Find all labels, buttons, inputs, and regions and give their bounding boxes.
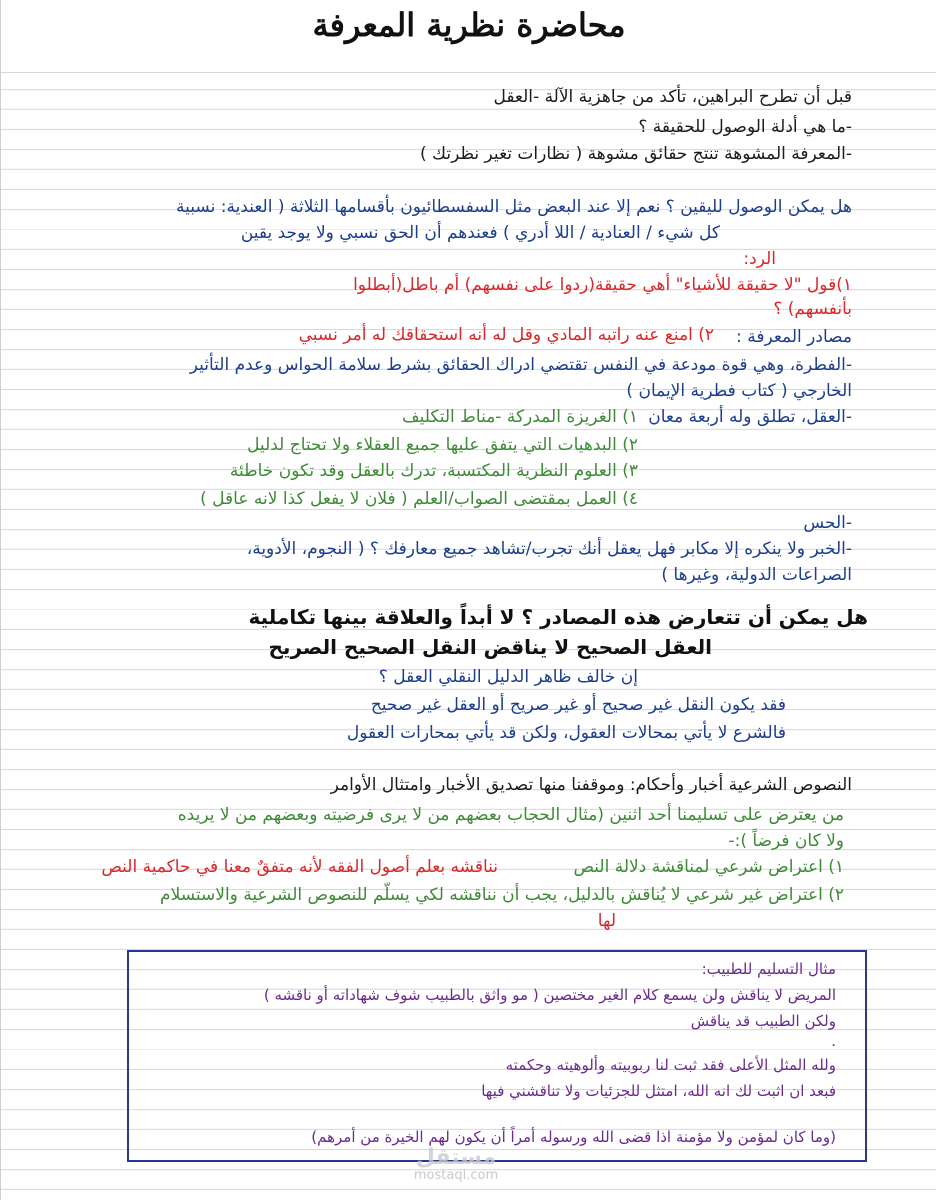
aql-label: -العقل، تطلق وله أربعة معان [648, 407, 852, 427]
conflict-question: هل يمكن أن تتعارض هذه المصادر ؟ لا أبداً والعلاقة بينها تكاملية [248, 605, 868, 629]
box-line-4: . [831, 1032, 836, 1050]
conflict-answer-2: فالشرع لا يأتي بمحالات العقول، ولكن قد يأتي بمحارات العقول [346, 723, 786, 743]
box-line-7: (وما كان لمؤمن ولا مؤمنة اذا قضى الله ورسوله أمراً أن يكون لهم الخيرة من أمرهم) [311, 1128, 836, 1146]
objection-item-1a: ١) اعتراض شرعي لمناقشة دلالة النص [573, 857, 844, 877]
box-line-6: فبعد ان اثبت لك انه الله، امتثل للجزئيات ولا تناقشني فيها [481, 1082, 836, 1100]
page-title: محاضرة نظرية المعرفة [312, 6, 626, 44]
reply-1a: ١)قول "لا حقيقة للأشياء" أهي حقيقة(ردوا على نفسهم) أم باطل(أبطلوا [353, 275, 852, 295]
objection-item-1b: نناقشه بعلم أصول الفقه لأنه متفقٌ معنا في حاكمية النص [101, 857, 498, 877]
objection-item-2a: ٢) اعتراض غير شرعي لا يُناقش بالدليل، يجب أن نناقشه لكي يسلّم للنصوص الشرعية والاستسلام [160, 885, 844, 905]
aql-item-1: ١) الغريزة المدركة -مناط التكليف [401, 407, 638, 427]
conflict-principle: العقل الصحيح لا يناقض النقل الصحيح الصريح [268, 635, 712, 659]
intro-line-3: -المعرفة المشوهة تنتج حقائق مشوهة ( نظارات تغير نظرتك ) [420, 144, 852, 164]
fitra-line-a: -الفطرة، وهي قوة مودعة في النفس تقتضي ادراك الحقائق بشرط سلامة الحواس وعدم التأثير [189, 355, 852, 375]
sources-heading: مصادر المعرفة : [736, 327, 852, 347]
intro-line-1: قبل أن تطرح البراهين، تأكد من جاهزية الآلة -العقل [493, 87, 852, 107]
certainty-question: هل يمكن الوصول لليقين ؟ نعم إلا عند البعض مثل السفسطائيون بأقسامها الثلاثة ( العندية: نسبية [176, 197, 852, 217]
title-area [1, 0, 936, 73]
conflict-answer-1: فقد يكون النقل غير صحيح أو غير صريح أو العقل غير صحيح [370, 695, 786, 715]
hiss-line: -الحس [803, 513, 852, 533]
aql-item-4: ٤) العمل بمقتضى الصواب/العلم ( فلان لا يفعل كذا لانه عاقل ) [200, 489, 638, 509]
conflict-sub-question: إن خالف ظاهر الدليل النقلي العقل ؟ [378, 667, 638, 687]
aql-item-2: ٢) البدهيات التي يتفق عليها جميع العقلاء ولا تحتاج لدليل [247, 435, 638, 455]
certainty-line-2: كل شيء / العنادية / اللا أدري ) فعندهم أن الحق نسبي ولا يوجد يقين [240, 223, 720, 243]
khabar-line-b: الصراعات الدولية، وغيرها ) [661, 565, 852, 585]
reply-2: ٢) امنع عنه راتبه المادي وقل له أنه استحقاقك له أمر نسبي [298, 325, 714, 345]
objection-line-b: ولا كان فرضاً ):- [728, 831, 844, 851]
box-line-5: ولله المثل الأعلى فقد ثبت لنا ربوبيته وألوهيته وحكمته [505, 1056, 836, 1074]
aql-item-3: ٣) العلوم النظرية المكتسبة، تدرك بالعقل وقد تكون خاطئة [229, 461, 638, 481]
box-line-1: مثال التسليم للطبيب: [701, 960, 836, 978]
reply-label: الرد: [743, 249, 776, 269]
khabar-line-a: -الخبر ولا ينكره إلا مكابر فهل يعقل أنك تجرب/تشاهد جميع معارفك ؟ ( النجوم، الأدوية، [246, 539, 852, 559]
objection-item-2b: لها [597, 911, 616, 931]
intro-line-2: -ما هي أدلة الوصول للحقيقة ؟ [638, 117, 852, 137]
objection-line-a: من يعترض على تسليمنا أحد اثنين (مثال الحجاب بعضهم من لا يرى فرضيته وبعضهم من لا يريده [177, 805, 844, 825]
fitra-line-b: الخارجي ( كتاب فطرية الإيمان ) [626, 381, 852, 401]
watermark-site: mostaql.com [413, 1168, 499, 1183]
reply-1b: بأنفسهم) ؟ [773, 299, 852, 319]
texts-heading: النصوص الشرعية أخبار وأحكام: وموقفنا منها تصديق الأخبار وامتثال الأوامر [330, 775, 852, 795]
box-line-2: المريض لا يناقش ولن يسمع كلام الغير مختصين ( مو واثق بالطبيب شوف شهاداته أو ناقشه ) [263, 986, 836, 1004]
watermark-logo: مستقل [415, 1145, 497, 1170]
box-line-3: ولكن الطبيب قد يناقش [690, 1012, 836, 1030]
